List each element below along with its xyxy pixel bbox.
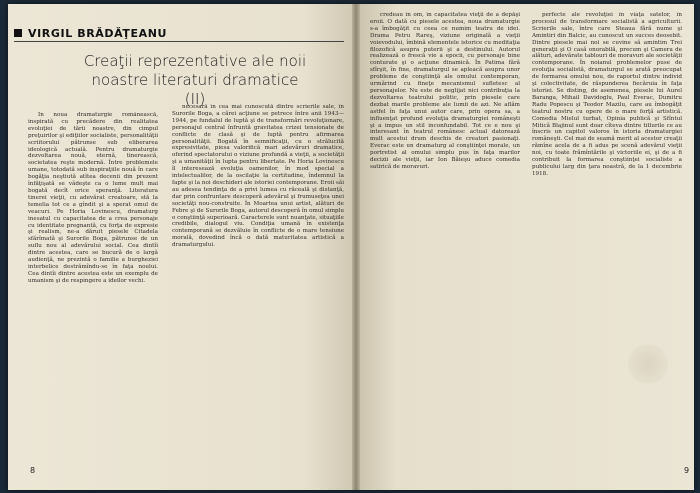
- text-column-1: [28, 112, 158, 460]
- author-name: VIRGIL BRĂDĂŢEANU: [28, 26, 168, 40]
- page-number-left: 8: [30, 466, 36, 475]
- title-line-2: noastre literaturi dramatice: [91, 71, 299, 89]
- author-header: [14, 26, 220, 40]
- text-column-3: [370, 12, 520, 460]
- column-3-text: credeau în om, în capacitatea vieţii de a depăşi eroii. O dată cu piesele acestea, noua dramaturgie s-a îmbogăţit cu ceea ce numim teatru de idei. Drama Petru Rareş, viziune originală a vieţii voievodului, îmbină elementele istorice cu meditaţia filozofică asupra puterii şi a destinului. Autorul realizează o frescă vie a epocii, cu personaje bine conturate şi o acţiune dinamică. În Patima fără sfîrşit, în fine, dramaturgul se apleacă asupra unor probleme de conştiinţă ale omului contemporan, urmărind cu fineţe mecanismul sufletesc al personajelor. Nu este de neglijat nici contribuţia la dezvoltarea teatrului politic, prin piesele care dezbat marile probleme ale lumii de azi. Ne aflăm astfel în faţa unui autor care, prin opera sa, a influenţat profund evoluţia dramaturgiei româneşti şi a impus un stil inconfundabil. Tot ce e nou şi interesant în teatrul românesc actual datorează mult acestui drum deschis de creatori pasionaţi. Everac este un dramaturg al conştiinţei morale, un portretist al omului simplu pus în faţa marilor decizii ale vieţii, iar Ion Băieşu aduce comedia satirică de moravuri.: [370, 12, 520, 170]
- book-gutter: [352, 4, 360, 490]
- column-4-text: perfecte ale revoluţiei în viaţa satelor, în procesul de transformare socialistă a agriculturii. Scrierile sale, între care Steaua fără nume şi Amintiri din Balcic, au cunoscut un succes deosebit. Dintre piesele mai noi se cuvine să amintim Trei generaţii şi O casă onorabilă, precum şi Camera de alături, adevărate tablouri de moravuri ale societăţii contemporane. În noianul problemelor puse de evoluţia socialistă, dramaturgul se arată preocupat de formarea omului nou, de raportul dintre individ şi colectivitate, de răspunderea fiecăruia în faţa istoriei. Se disting, de asemenea, piesele lui Aurel Baranga, Mihail Davidoglu, Paul Everac, Dumitru Radu Popescu şi Teodor Mazilu, care au îmbogăţit teatrul nostru cu opere de o mare forţă artistică. Comedia Mielul turbat, Opinia publică şi Sfîntul Mitică Blajinul sunt doar cîteva dintre titlurile ce au înscris un capitol valoros în istoria dramaturgiei româneşti. Cel mai de seamă merit al acestor creaţii rămîne acela de a fi adus pe scenă adevărul vieţii noi, cu toate frămîntările şi victoriile ei, şi de a fi contribuit la formarea conştiinţei socialiste a publicului larg din ţara noastră, de la 1 decembrie 1918.: [532, 12, 682, 177]
- paper-stain: [628, 344, 668, 384]
- text-column-2: [172, 104, 344, 460]
- bullet-square-icon: [14, 29, 22, 37]
- header-rule: [14, 41, 344, 42]
- page-number-right: 9: [684, 466, 690, 475]
- text-column-4: [532, 12, 682, 460]
- title-line-1: Creaţii reprezentative ale noii: [83, 52, 307, 70]
- article-title: [62, 52, 328, 109]
- column-1-text: În noua dramaturgie românească, inspirată cu precădere din realitatea evoluţiei de tării noastre, din cimpul preţuirilor şi ediţiilor socialiste, personalităţii scriitorului pătrunse sub eliberarea ideologică actuală. Pentru dramaturgie dezvoltarea nouă, eternă, tinerească, societatea reşte modernă. Între problemele umane, totodată sub inspiraţiile nouă în care bogăţia neştiută atîtea decenii din prezent înfăţişată se vădeşte ca o lume mult mai bogată decît orice speranţă. Literatura tinerei vieţii, cu adevărat creatoare, stă la temelia tot ce a gîndit şi a sperat omul de veacuri. Pe Horia Lovinescu, dramaturg inesatul cu capacitatea de a crea personaje cu identitate pregnantă, cu forţa de expresie şi realism, ne-a dăruit piesele Citadela sfărîmată şi Surorile Boga, pătrunse de un suflu nou al adevărului social. Cea dintîi dintre acestea, care se bucură de o largă audienţă, ne prezintă o familie a burgheziei interbelice destrămîndu-se în faţa noului. Cea dintîi dintre acestea este un exemplu de umanism şi de respingere a ideilor vechi.: [28, 112, 158, 284]
- column-2-text: necesară în cea mai cunoscută dintre scrierile sale, în Surorile Boga, a cărei acţiune se petrece între anii 1943—1944, pe fundalul de luptă şi de transformări revoluţionare, personajul central înfruntă gravitatea crizei tensionate de conflicte de clasă şi de luptă pentru afirmarea personalităţii. Bogată în semnificaţii, cu o strălucită expresivitate, piesa valorifică mari adevăruri dramatice, oferind spectatorului o viziune profundă a vieţii, a societăţii şi a umanităţii în lupta pentru libertate. Pe Horia Lovinescu îl interesează evoluţia oamenilor, în mod special a intelectualilor, de la oscilaţie la certitudine, îndemnul la fapte şi la noi deschideri ale istoriei contemporane. Eroii săi au adesea tendinţa de a privi lumea cu răceală şi distanţă, dar prin confruntare descoperă adevărul şi frumuseţea unei societăţi nou-construite. În Moartea unui artist, alături de Febre şi de Surorile Boga, autorul descoperă în omul simplu o conştiinţă superioară. Caracterele sunt nuanţate, situaţiile credibile, dialogul viu. Condiţia umană în existenţa contemporană se dezvăluie în conflicte de o mare tensiune morală, dovedind încă o dată maturitatea artistică a dramaturgului.: [172, 104, 344, 249]
- title-line-3: (II): [184, 90, 206, 108]
- book-spread: [8, 4, 694, 490]
